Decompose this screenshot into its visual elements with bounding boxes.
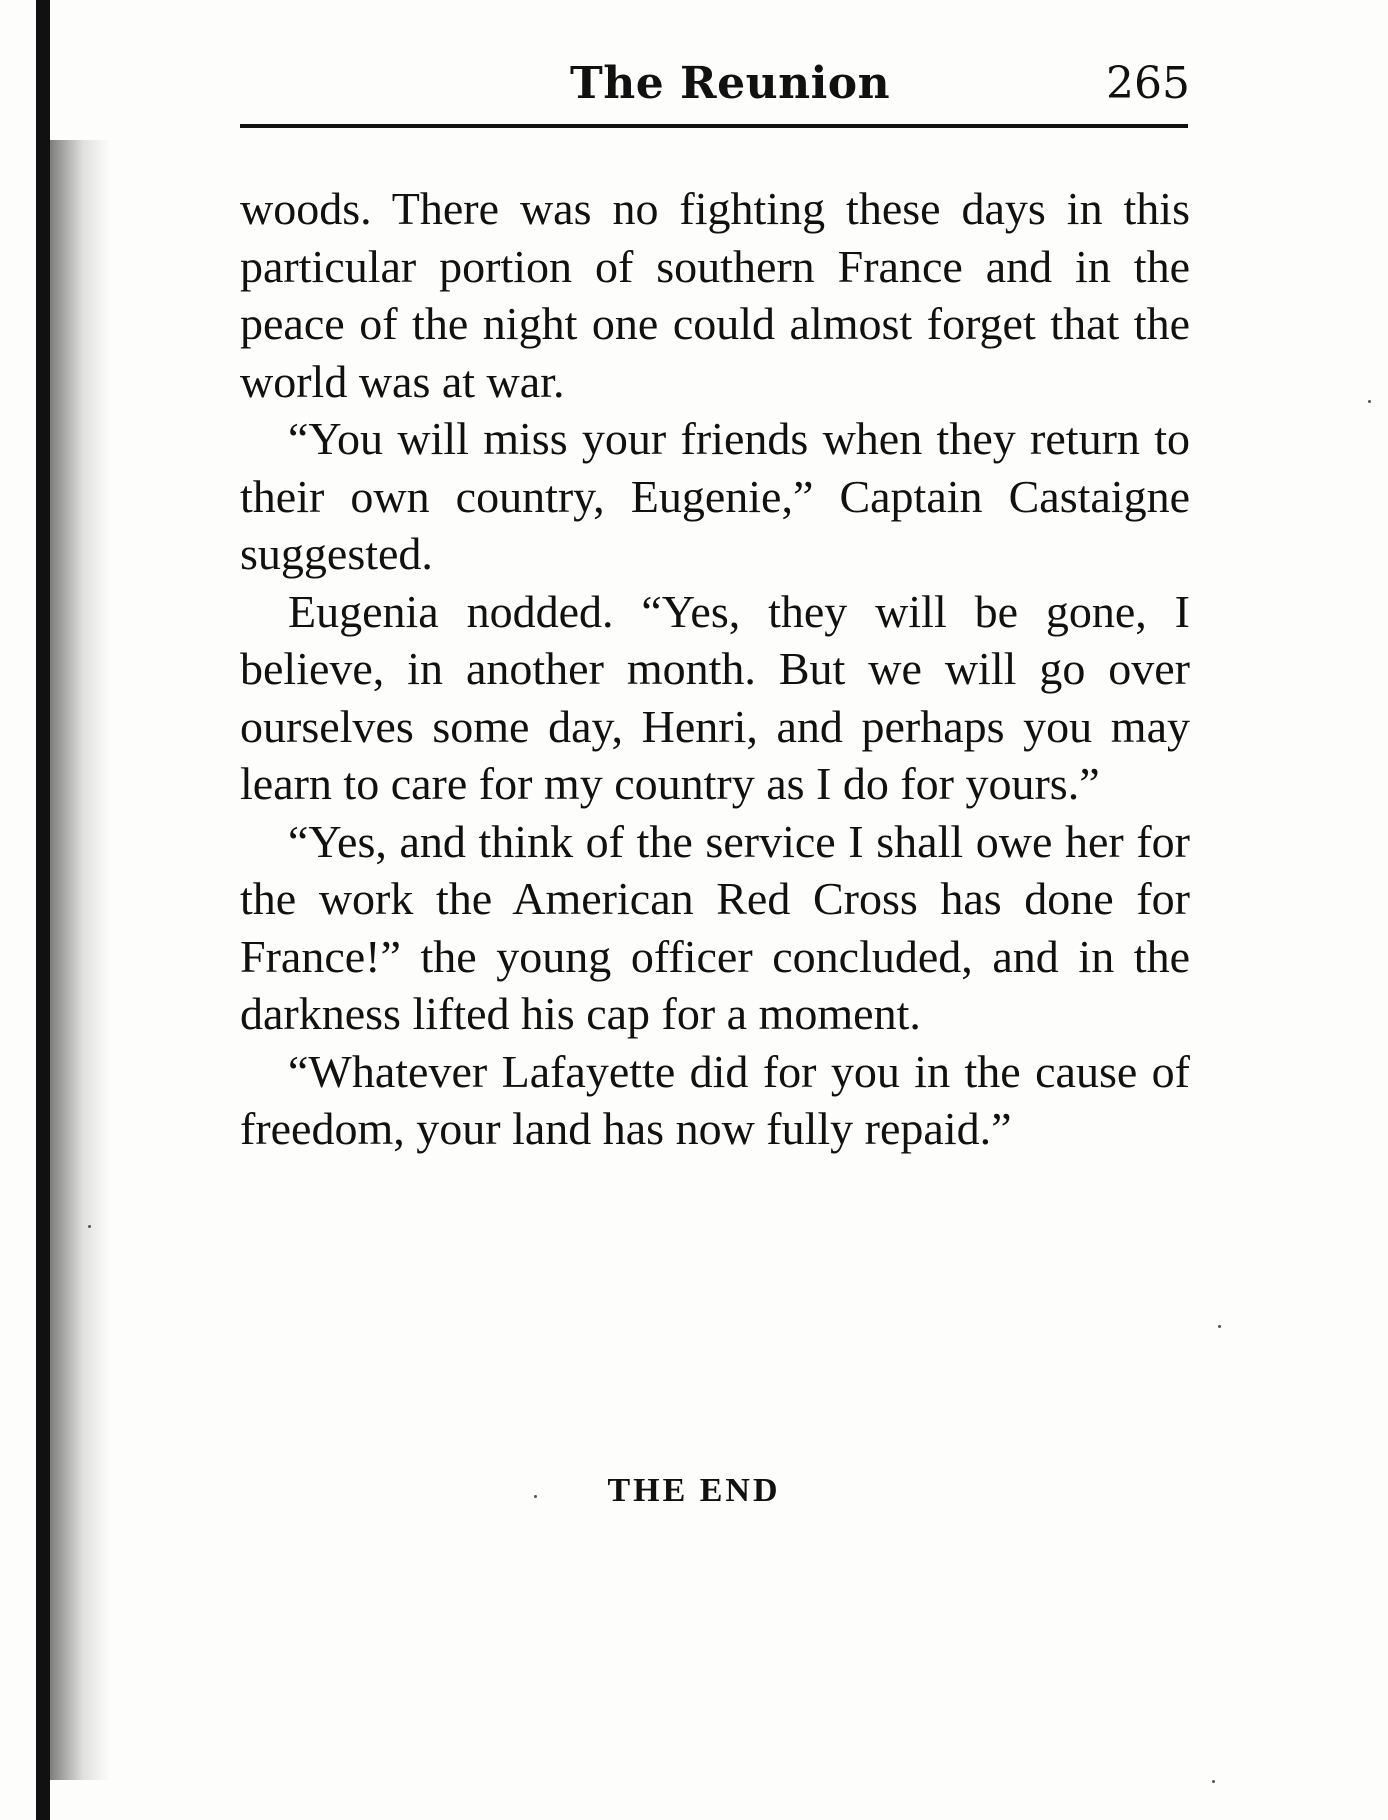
paragraph-2: “You will miss your friends when they return to their own country, Eugenie,” Captain Castaigne suggested. xyxy=(240,413,1190,579)
paragraph-5: “Whatever Lafayette did for you in the cause of freedom, your land has now fully repaid.” xyxy=(240,1045,1190,1154)
paper-speck xyxy=(1212,1780,1215,1783)
the-end-mark: THE END xyxy=(607,1472,781,1509)
paragraph-1: woods. There was no fighting these days in this particular portion of southern France and in the peace of the night one could almost forget that the world was at war. xyxy=(240,183,1190,407)
running-title: The Reunion xyxy=(570,58,891,109)
header-rule xyxy=(240,124,1188,128)
paragraph-4: “Yes, and think of the service I shall owe her for the work the American Red Cross has done for France!” the young officer concluded, and in the darkness lifted his cap for a moment. xyxy=(240,815,1190,1039)
paper-speck xyxy=(88,1225,91,1228)
body-text xyxy=(240,180,1190,1158)
paper-speck xyxy=(1368,400,1371,403)
paragraph-3: Eugenia nodded. “Yes, they will be gone, I believe, in another month. But we will go over ourselves some day, Henri, and perhaps you may learn to care for my country as I do for yours.” xyxy=(240,585,1190,809)
paper-speck xyxy=(534,1495,537,1498)
paper-speck xyxy=(1218,1325,1221,1328)
binding-edge xyxy=(36,0,50,1820)
binding-shadow xyxy=(50,140,110,1780)
running-head xyxy=(240,58,1190,118)
page-number: 265 xyxy=(1106,58,1190,109)
